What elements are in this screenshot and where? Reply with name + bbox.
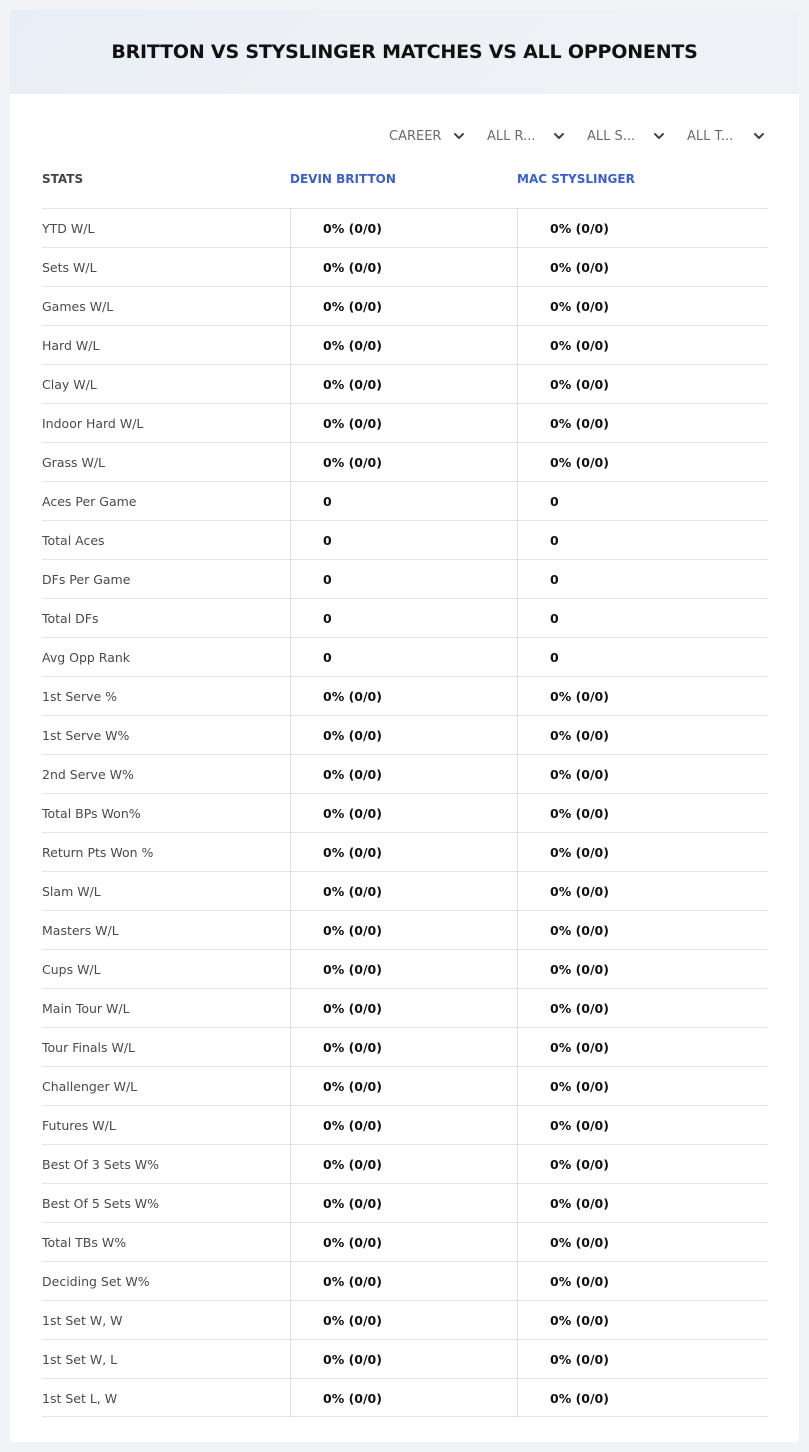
- stat-label: Total DFs: [42, 610, 99, 626]
- filter-label: ALL S...: [587, 128, 636, 144]
- player2-value: 0% (0/0): [517, 209, 767, 247]
- chevron-down-icon: [653, 130, 665, 142]
- stat-label: DFs Per Game: [42, 571, 131, 587]
- chevron-down-icon: [753, 130, 765, 142]
- player2-value: 0% (0/0): [517, 677, 767, 715]
- page-title: BRITTON VS STYSLINGER MATCHES VS ALL OPPONENTS: [111, 41, 698, 63]
- stat-label: Challenger W/L: [42, 1078, 138, 1094]
- table-row: [42, 1339, 767, 1378]
- filter-bar: [372, 124, 767, 148]
- player2-value: 0% (0/0): [517, 755, 767, 793]
- table-row: [42, 208, 767, 247]
- table-row: [42, 1222, 767, 1261]
- player1-value: 0% (0/0): [290, 365, 517, 403]
- player1-value: 0% (0/0): [290, 326, 517, 364]
- player1-value: 0% (0/0): [290, 1145, 517, 1183]
- player2-value: 0% (0/0): [517, 1340, 767, 1378]
- player2-value: 0% (0/0): [517, 872, 767, 910]
- player1-value: 0% (0/0): [290, 1379, 517, 1417]
- table-row: [42, 520, 767, 559]
- player2-value: 0: [517, 482, 767, 520]
- player1-value: 0% (0/0): [290, 872, 517, 910]
- stat-label: Indoor Hard W/L: [42, 415, 144, 431]
- stat-label: Best Of 5 Sets W%: [42, 1195, 160, 1211]
- stats-table: [42, 208, 767, 1417]
- chevron-down-icon: [453, 130, 465, 142]
- filter-select-0[interactable]: [372, 124, 467, 148]
- player1-value: 0% (0/0): [290, 677, 517, 715]
- table-row: [42, 1144, 767, 1183]
- table-row: [42, 949, 767, 988]
- stat-label: Sets W/L: [42, 259, 97, 275]
- table-row: [42, 364, 767, 403]
- filter-select-1[interactable]: [467, 124, 567, 148]
- player1-value: 0% (0/0): [290, 794, 517, 832]
- player2-value: 0: [517, 521, 767, 559]
- player2-value: 0% (0/0): [517, 1145, 767, 1183]
- player1-value: 0% (0/0): [290, 833, 517, 871]
- stat-label: 1st Set W, L: [42, 1351, 118, 1367]
- stat-label: Total BPs Won%: [42, 805, 141, 821]
- stat-label: 1st Set L, W: [42, 1390, 118, 1406]
- table-row: [42, 715, 767, 754]
- stat-label: Tour Finals W/L: [42, 1039, 136, 1055]
- column-header-stats: STATS: [42, 172, 84, 186]
- player2-value: 0% (0/0): [517, 326, 767, 364]
- player1-value: 0% (0/0): [290, 248, 517, 286]
- player2-value: 0% (0/0): [517, 287, 767, 325]
- stat-label: 1st Serve %: [42, 688, 118, 704]
- stat-label: Masters W/L: [42, 922, 119, 938]
- table-row: [42, 1027, 767, 1066]
- stat-label: Avg Opp Rank: [42, 649, 131, 665]
- table-row: [42, 442, 767, 481]
- table-row: [42, 637, 767, 676]
- stat-label: Deciding Set W%: [42, 1273, 150, 1289]
- stats-card: [10, 10, 799, 1442]
- stat-label: 1st Serve W%: [42, 727, 130, 743]
- player1-value: 0% (0/0): [290, 1262, 517, 1300]
- table-row: [42, 481, 767, 520]
- stat-label: Total TBs W%: [42, 1234, 127, 1250]
- player1-value: 0% (0/0): [290, 911, 517, 949]
- table-row: [42, 559, 767, 598]
- player1-value: 0: [290, 482, 517, 520]
- player2-value: 0: [517, 599, 767, 637]
- player1-value: 0% (0/0): [290, 1106, 517, 1144]
- stat-label: Grass W/L: [42, 454, 106, 470]
- player1-value: 0: [290, 560, 517, 598]
- stat-label: Games W/L: [42, 298, 114, 314]
- player1-value: 0% (0/0): [290, 1067, 517, 1105]
- player1-value: 0% (0/0): [290, 1340, 517, 1378]
- stat-label: Cups W/L: [42, 961, 101, 977]
- table-row: [42, 1261, 767, 1300]
- player1-value: 0% (0/0): [290, 1223, 517, 1261]
- stat-label: YTD W/L: [42, 220, 95, 236]
- filter-label: ALL R...: [487, 128, 536, 144]
- player1-value: 0% (0/0): [290, 1301, 517, 1339]
- stat-label: Return Pts Won %: [42, 844, 154, 860]
- player1-value: 0: [290, 521, 517, 559]
- player1-value: 0% (0/0): [290, 443, 517, 481]
- player2-value: 0: [517, 560, 767, 598]
- stat-label: Clay W/L: [42, 376, 97, 392]
- player1-value: 0% (0/0): [290, 1184, 517, 1222]
- stat-label: Aces Per Game: [42, 493, 137, 509]
- player2-value: 0% (0/0): [517, 404, 767, 442]
- player2-value: 0% (0/0): [517, 1223, 767, 1261]
- table-row: [42, 871, 767, 910]
- player1-link[interactable]: DEVIN BRITTON: [290, 172, 396, 186]
- player1-value: 0% (0/0): [290, 209, 517, 247]
- table-row: [42, 1105, 767, 1144]
- table-row: [42, 598, 767, 637]
- player2-value: 0% (0/0): [517, 950, 767, 988]
- player2-value: 0% (0/0): [517, 443, 767, 481]
- player1-value: 0% (0/0): [290, 404, 517, 442]
- table-row: [42, 1066, 767, 1105]
- table-row: [42, 1300, 767, 1339]
- player2-value: 0% (0/0): [517, 1028, 767, 1066]
- player2-value: 0% (0/0): [517, 794, 767, 832]
- player2-link[interactable]: MAC STYSLINGER: [517, 172, 635, 186]
- stat-label: Slam W/L: [42, 883, 101, 899]
- player1-value: 0% (0/0): [290, 716, 517, 754]
- player1-value: 0% (0/0): [290, 989, 517, 1027]
- player1-value: 0: [290, 638, 517, 676]
- filter-select-2[interactable]: [567, 124, 667, 148]
- player2-value: 0% (0/0): [517, 911, 767, 949]
- player2-value: 0% (0/0): [517, 833, 767, 871]
- table-row: [42, 676, 767, 715]
- player1-value: 0% (0/0): [290, 755, 517, 793]
- table-row: [42, 754, 767, 793]
- table-row: [42, 910, 767, 949]
- stat-label: 1st Set W, W: [42, 1312, 123, 1328]
- chevron-down-icon: [553, 130, 565, 142]
- filter-label: ALL T...: [687, 128, 734, 144]
- player2-value: 0% (0/0): [517, 1262, 767, 1300]
- table-row: [42, 793, 767, 832]
- filter-select-3[interactable]: [667, 124, 767, 148]
- table-row: [42, 403, 767, 442]
- stat-label: Total Aces: [42, 532, 105, 548]
- stat-label: Best Of 3 Sets W%: [42, 1156, 160, 1172]
- player1-value: 0% (0/0): [290, 1028, 517, 1066]
- player2-value: 0: [517, 638, 767, 676]
- player2-value: 0% (0/0): [517, 989, 767, 1027]
- filter-label: CAREER: [389, 128, 442, 144]
- table-row: [42, 832, 767, 871]
- card-header: [10, 10, 799, 94]
- table-row: [42, 1183, 767, 1222]
- player2-value: 0% (0/0): [517, 1067, 767, 1105]
- player2-value: 0% (0/0): [517, 1379, 767, 1417]
- player1-value: 0: [290, 599, 517, 637]
- player1-value: 0% (0/0): [290, 950, 517, 988]
- player2-value: 0% (0/0): [517, 365, 767, 403]
- stat-label: Main Tour W/L: [42, 1000, 130, 1016]
- table-row: [42, 325, 767, 364]
- table-header: [42, 170, 767, 208]
- table-row: [42, 988, 767, 1027]
- stat-label: Hard W/L: [42, 337, 100, 353]
- table-row: [42, 247, 767, 286]
- table-row: [42, 286, 767, 325]
- table-row: [42, 1378, 767, 1417]
- player2-value: 0% (0/0): [517, 1301, 767, 1339]
- player1-value: 0% (0/0): [290, 287, 517, 325]
- player2-value: 0% (0/0): [517, 716, 767, 754]
- stat-label: 2nd Serve W%: [42, 766, 134, 782]
- stat-label: Futures W/L: [42, 1117, 116, 1133]
- player2-value: 0% (0/0): [517, 248, 767, 286]
- player2-value: 0% (0/0): [517, 1184, 767, 1222]
- player2-value: 0% (0/0): [517, 1106, 767, 1144]
